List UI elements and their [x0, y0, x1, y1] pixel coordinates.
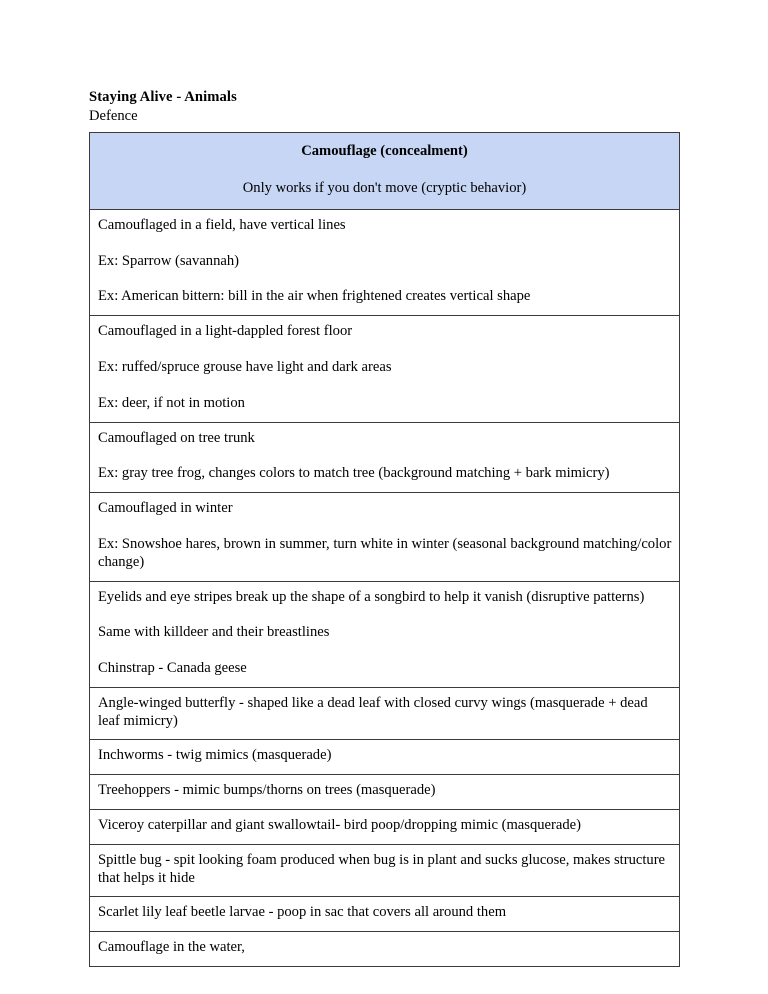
table-row — [90, 209, 680, 315]
cell-paragraph: Camouflaged in a field, have vertical lines — [98, 216, 346, 233]
cell-paragraph: Same with killdeer and their breastlines — [98, 624, 330, 641]
table-cell — [90, 932, 680, 967]
table-cell — [90, 844, 680, 897]
cell-paragraph: Inchworms - twig mimics (masquerade) — [98, 747, 332, 764]
cell-paragraph: Chinstrap - Canada geese — [98, 660, 247, 677]
cell-paragraph: Ex: Sparrow (savannah) — [98, 252, 240, 269]
cell-paragraph: Ex: deer, if not in motion — [98, 394, 245, 411]
table-header-cell — [90, 132, 680, 209]
cell-paragraph: Spittle bug - spit looking foam produced when bug is in plant and sucks glucose, makes structure that helps it hide — [98, 851, 666, 886]
table-cell — [90, 209, 680, 315]
cell-paragraph: Eyelids and eye stripes break up the shape of a songbird to help it vanish (disruptive patterns) — [98, 588, 645, 605]
cell-paragraph: Ex: Snowshoe hares, brown in summer, turn white in winter (seasonal background matching/color change) — [98, 535, 672, 570]
table-cell — [90, 316, 680, 422]
table-cell — [90, 493, 680, 581]
table-cell — [90, 810, 680, 845]
table-row — [90, 687, 680, 740]
table-header-subtitle: Only works if you don't move (cryptic behavior) — [242, 179, 527, 196]
cell-paragraph: Ex: gray tree frog, changes colors to match tree (background matching + bark mimicry) — [98, 465, 610, 482]
cell-paragraph: Camouflage in the water, — [98, 939, 245, 956]
cell-paragraph: Treehoppers - mimic bumps/thorns on trees (masquerade) — [98, 782, 436, 799]
table-row — [90, 422, 680, 493]
table-row — [90, 810, 680, 845]
table-cell — [90, 897, 680, 932]
table-row — [90, 932, 680, 967]
table-body — [90, 132, 680, 966]
table-row — [90, 581, 680, 687]
table-header-title: Camouflage (concealment) — [301, 142, 468, 159]
table-row — [90, 493, 680, 581]
table-cell — [90, 422, 680, 493]
cell-paragraph: Viceroy caterpillar and giant swallowtail- bird poop/dropping mimic (masquerade) — [98, 817, 581, 834]
table-row — [90, 775, 680, 810]
table-cell — [90, 740, 680, 775]
cell-paragraph: Camouflaged in a light-dappled forest floor — [98, 323, 353, 340]
page-subtitle: Defence — [89, 108, 138, 125]
camouflage-table — [89, 132, 680, 967]
table-header-row — [90, 132, 680, 209]
cell-paragraph: Ex: American bittern: bill in the air when frightened creates vertical shape — [98, 288, 531, 305]
page-title: Staying Alive - Animals — [89, 89, 237, 105]
table-cell — [90, 687, 680, 740]
table-row — [90, 316, 680, 422]
table-cell — [90, 775, 680, 810]
cell-paragraph: Camouflaged in winter — [98, 500, 233, 517]
cell-paragraph: Angle-winged butterfly - shaped like a dead leaf with closed curvy wings (masquerade + dead leaf mimicry) — [98, 694, 648, 729]
table-cell — [90, 581, 680, 687]
table-row — [90, 897, 680, 932]
cell-paragraph: Scarlet lily leaf beetle larvae - poop in sac that covers all around them — [98, 904, 507, 921]
cell-paragraph: Camouflaged on tree trunk — [98, 429, 255, 446]
table-row — [90, 844, 680, 897]
cell-paragraph: Ex: ruffed/spruce grouse have light and dark areas — [98, 358, 392, 375]
table-row — [90, 740, 680, 775]
